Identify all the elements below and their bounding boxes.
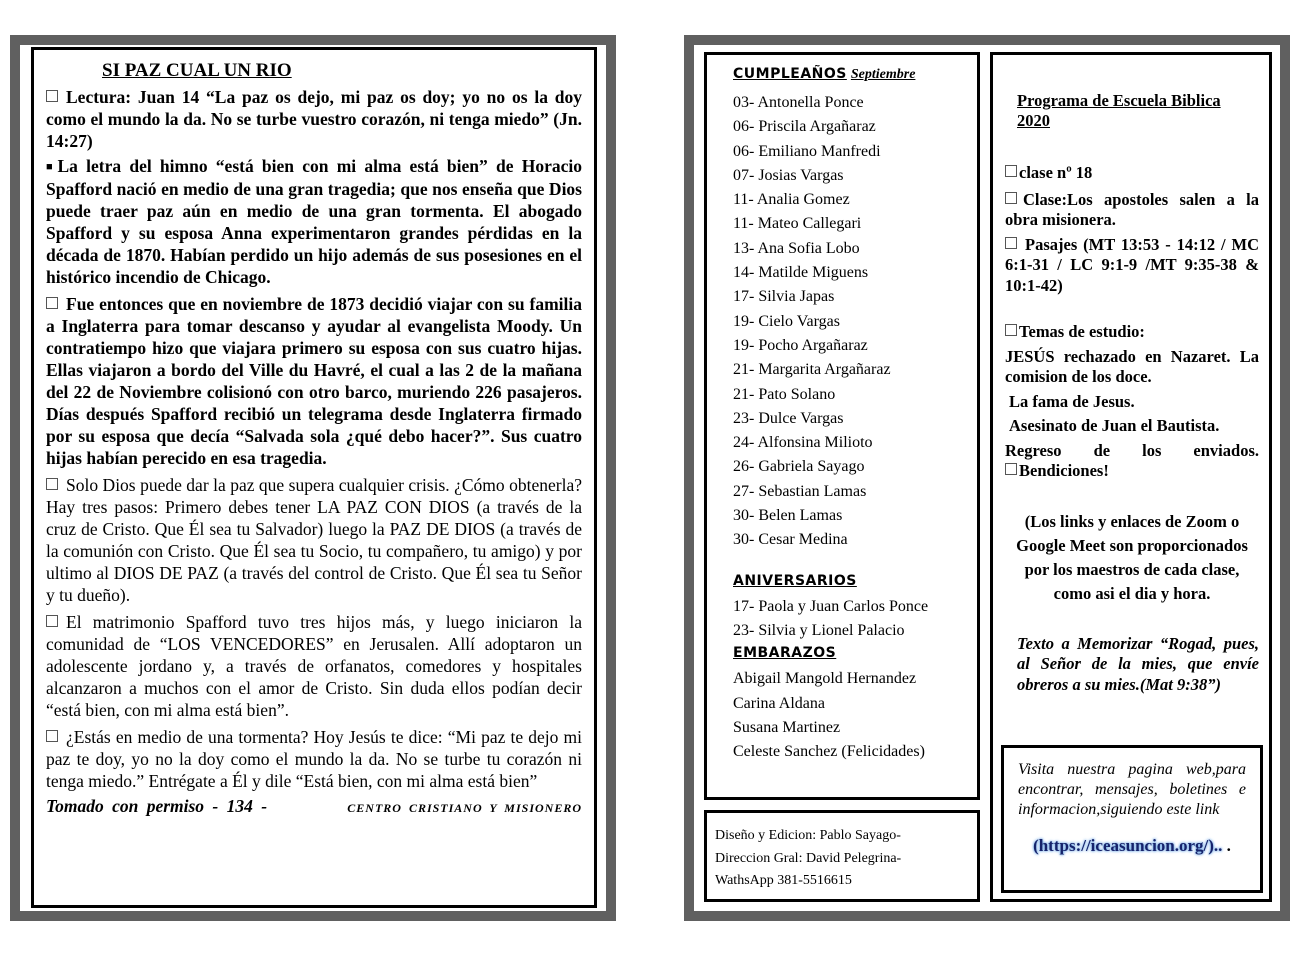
bullet-icon: [1005, 237, 1017, 249]
paragraph-5-text: ¿Estás en medio de una tormenta? Hoy Jesús te dice: “Mi paz te dejo mi paz te doy, yo no la doy como el mundo la da. No se turbe tu corazón ni tenga miedo.” Entrégate a Él y dile “Está bien, con mi alma está bien”: [46, 727, 582, 791]
list-item: 07- Josias Vargas: [733, 166, 844, 184]
bullet-icon: [1005, 192, 1017, 204]
program-title: [1017, 91, 1259, 131]
bullet-icon: [1005, 324, 1017, 336]
website-link-row: [1018, 836, 1246, 856]
website-link[interactable]: (https://iceasuncion.org/)..: [1033, 836, 1223, 855]
credits-design: Diseño y Edicion: Pablo Sayago-: [715, 828, 901, 843]
bullet-icon: [46, 615, 58, 627]
birthday-list: [733, 91, 977, 553]
list-item: Abigail Mangold Hernandez: [733, 670, 917, 688]
paragraph-4: [46, 611, 582, 721]
square-bullet-icon: ■: [46, 161, 57, 173]
list-item: 06- Emiliano Manfredi: [733, 142, 881, 160]
list-item: 03- Antonella Ponce: [733, 94, 864, 111]
list-item: 30- Cesar Medina: [733, 531, 848, 549]
list-item: 26- Gabriela Sayago: [733, 458, 865, 476]
paragraph-5: [46, 726, 582, 792]
paragraph-3: [46, 474, 582, 606]
footer-church-name: CENTRO CRISTIANO Y MISIONERO: [347, 801, 582, 815]
topic-4: Regreso de los enviados.: [1005, 440, 1259, 460]
paragraph-2: [46, 293, 582, 469]
list-item: 30- Belen Lamas: [733, 507, 843, 525]
paragraph-2-text: Fue entonces que en noviembre de 1873 decidió viajar con su familia a Inglaterra para tomar descanso y ayudar al evangelista Moody. Un contratiempo hizo que viajara primero su esposa con sus cuatro hijas. Ellas viajaron a bordo del Ville du Havré, el cual a las 2 de la mañana del 22 de Noviembre colisionó con otro barco, muriendo 226 pasajeros. Días después Spafford recibió un telegrama desde Inglaterra firmado por su esposa que decía “Salvada sola ¿qué debo hacer?”. Sus cuatro hijas habían perecido en esa tragedia.: [46, 294, 582, 468]
list-item: Celeste Sanchez (Felicidades): [733, 743, 925, 761]
program-title-line-2: 2020: [1017, 111, 1050, 130]
class-title: [1005, 190, 1259, 231]
program-box: [990, 52, 1272, 902]
article-title: SI PAZ CUAL UN RIO: [102, 60, 292, 81]
website-link-trail: .: [1226, 836, 1231, 855]
pregnancies-title: EMBARAZOS: [733, 645, 837, 662]
list-item: 14- Matilde Miguens: [733, 264, 869, 282]
credits-box: [704, 810, 980, 902]
lectura-paragraph: [46, 86, 582, 152]
memory-verse: Texto a Memorizar “Rogad, pues, al Señor de la mies, que envíe obreros a su mies.(Mat 9:38”): [1017, 633, 1259, 694]
list-item: 11- Analia Gomez: [733, 191, 850, 209]
list-item: 23- Silvia y Lionel Palacio: [733, 621, 905, 639]
credits-direction: Direccion Gral: David Pelegrina-: [715, 850, 902, 866]
bullet-icon: [46, 90, 58, 102]
article-footer: [46, 796, 582, 817]
topics-heading: [1005, 322, 1259, 343]
class-number-text: clase nº 18: [1019, 163, 1093, 182]
website-text: Visita nuestra pagina web,para encontrar, mensajes, boletines e informacion,siguiendo este link: [1018, 761, 1246, 818]
topic-2: La fama de Jesus.: [1009, 391, 1135, 411]
list-item: 13- Ana Sofia Lobo: [733, 239, 860, 257]
paragraph-1-text: La letra del himno “está bien con mi alma está bien” de Horacio Spafford nació en medio de una gran tragedia; que nos enseña que Dios puede traer paz aún en medio de una gran tormenta. El abogado Spafford y su esposa Anna experimentaron grandes pérdidas en la década de 1870. Habían perdido un hijo además de sus posesiones en el histórico incendio de Chicago.: [46, 156, 582, 287]
paragraph-4-text: El matrimonio Spafford tuvo tres hijos más, y luego iniciaron la comunidad de “LOS VENCEDORES” en Jerusalen. Allí adoptaron un adolescente jordano y, a través de orfanatos, comedores y hospitales alcanzaron a muchos con el amor de Cristo. Sin duda ellos podían decir “está bien, con mi alma está bien”.: [46, 612, 582, 720]
list-item: 19- Pocho Argañaraz: [733, 336, 868, 354]
class-title-text: Clase:Los apostoles salen a la obra misionera.: [1005, 189, 1259, 229]
anniversary-list: [733, 595, 977, 644]
birthdays-month: Septiembre: [850, 67, 916, 82]
blessings-text: Bendiciones!: [1019, 461, 1109, 480]
list-item: 06- Priscila Argañaraz: [733, 118, 876, 136]
list-item: 27- Sebastian Lamas: [733, 482, 867, 500]
list-item: 21- Pato Solano: [733, 385, 836, 403]
list-item: 11- Mateo Callegari: [733, 215, 862, 233]
list-item: 19- Cielo Vargas: [733, 312, 840, 330]
website-box: [1001, 745, 1263, 893]
links-note: (Los links y enlaces de Zoom o Google Meet son proporcionados por los maestros de cada clase, como asi el dia y hora.: [1016, 511, 1248, 603]
bullet-icon: [46, 730, 58, 742]
list-item: 21- Margarita Argañaraz: [733, 361, 891, 379]
blessings: [1005, 461, 1259, 482]
topics-heading-text: Temas de estudio:: [1019, 322, 1145, 341]
class-passages: [1005, 235, 1259, 297]
list-item: 17- Silvia Japas: [733, 288, 835, 306]
list-item: Susana Martinez: [733, 718, 841, 736]
bullet-icon: [1005, 463, 1017, 475]
lectura-text: Lectura: Juan 14 “La paz os dejo, mi paz os doy; yo no os la doy como el mundo la da. No se turbe vuestro corazón, ni tenga miedo” (Jn. 14:27): [46, 87, 582, 151]
bullet-icon: [1005, 165, 1017, 177]
list-item: Carina Aldana: [733, 694, 825, 712]
list-item: 23- Dulce Vargas: [733, 409, 844, 427]
birthdays-title: CUMPLEAÑOS: [733, 66, 847, 82]
bullet-icon: [46, 478, 58, 490]
topic-3: Asesinato de Juan el Bautista.: [1009, 416, 1220, 435]
anniversaries-title: ANIVERSARIOS: [733, 572, 857, 589]
list-item: 24- Alfonsina Milioto: [733, 434, 873, 452]
bullet-icon: [46, 297, 58, 309]
celebrations-box: [704, 52, 980, 800]
pregnancy-list: [733, 667, 977, 764]
credits-whatsapp: WathsApp 381-5516615: [715, 873, 852, 888]
paragraph-3-text: Solo Dios puede dar la paz que supera cualquier crisis. ¿Cómo obtenerla? Hay tres pasos: Primero debes tener LA PAZ CON DIOS (a través de la cruz de Cristo. Que Él sea tu Salvador) luego la PAZ DE DIOS (a través de la comunión con Cristo. Que Él sea tu Socio, tu compañero, tu amigo) y por ultimo al DIOS DE PAZ (a través del control de Cristo. Que Él sea tu Señor y tu dueño).: [46, 475, 582, 605]
topic-1: JESÚS rechazado en Nazaret. La comision de los doce.: [1005, 346, 1259, 386]
article-box: [31, 47, 597, 908]
footer-credit: Tomado con permiso - 134 -: [46, 796, 268, 816]
class-passages-text: Pasajes (MT 13:53 - 14:12 / MC 6:1-31 / LC 9:1-9 /MT 9:35-38 & 10:1-42): [1005, 234, 1259, 295]
birthdays-heading: [733, 65, 977, 83]
paragraph-1: [46, 155, 582, 288]
program-title-line-1: Programa de Escuela Biblica: [1017, 91, 1221, 110]
list-item: 17- Paola y Juan Carlos Ponce: [733, 597, 929, 615]
class-number: [1005, 163, 1259, 184]
program-body: [1005, 163, 1259, 695]
